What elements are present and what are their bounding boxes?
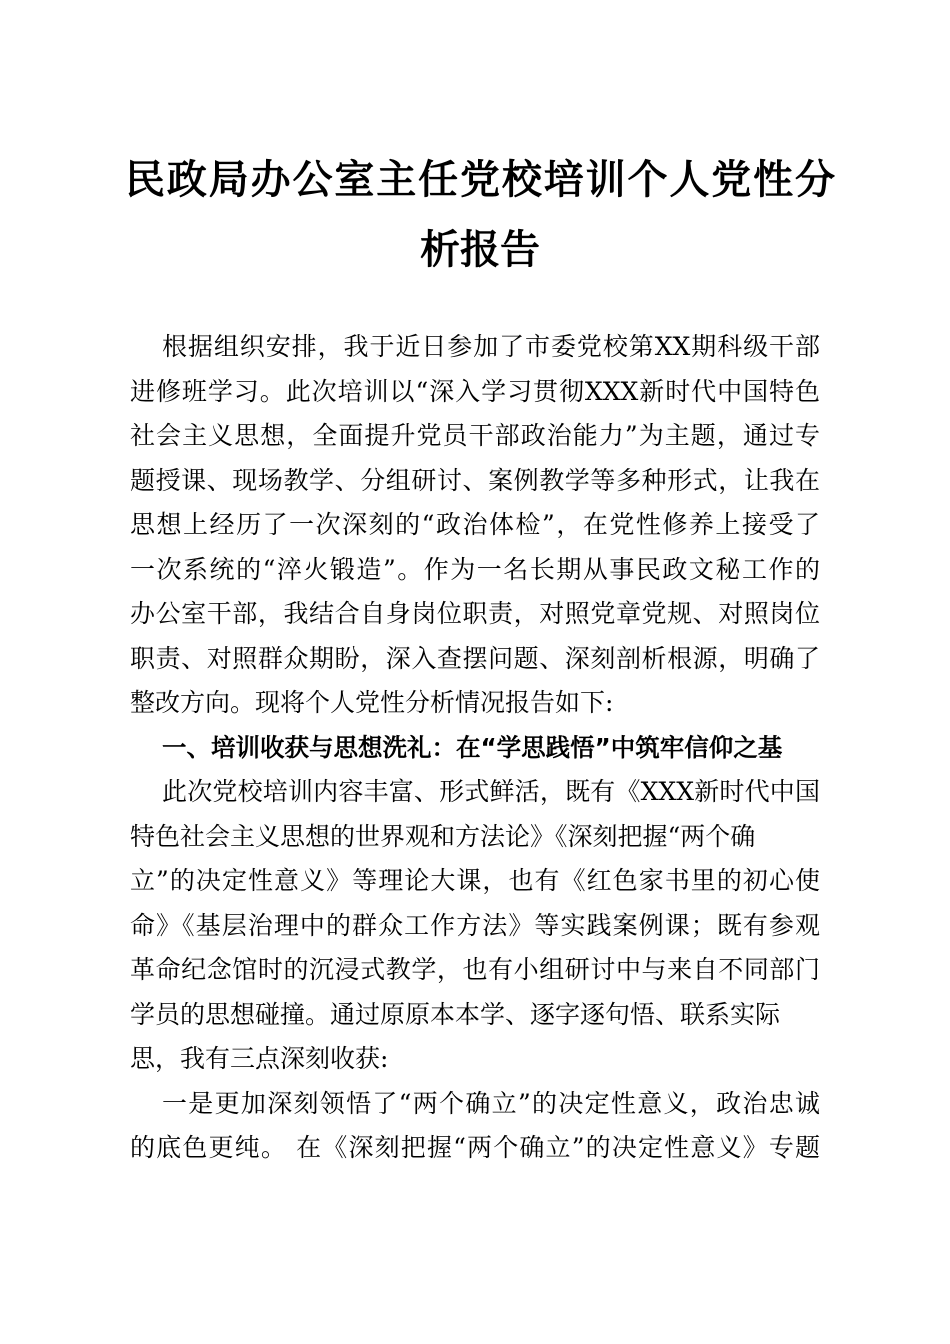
text-line: 题授课、现场教学、分组研讨、案例教学等多种形式，让我在 (130, 465, 820, 495)
text-line: 特色社会主义思想的世界观和方法论》《深刻把握“两个确 (130, 821, 756, 851)
text-line: 命》《基层治理中的群众工作方法》等实践案例课；既有参观 (130, 910, 820, 940)
text-line: 一是更加深刻领悟了“两个确立”的决定性意义，政治忠诚 (162, 1088, 820, 1118)
text-line: 立”的决定性意义》等理论大课，也有《红色家书里的初心使 (130, 866, 820, 895)
title-line-2: 析报告 (420, 226, 540, 273)
text-line: 进修班学习。此次培训以“深入学习贯彻XXX新时代中国特色 (130, 376, 820, 406)
text-line: 此次党校培训内容丰富、形式鲜活，既有《XXX新时代中国 (162, 777, 820, 806)
text-line: 思想上经历了一次深刻的“政治体检”，在党性修养上接受了 (130, 510, 820, 539)
title-line-1: 民政局办公室主任党校培训个人党性分 (125, 156, 835, 203)
text-line: 根据组织安排，我于近日参加了市委党校第XX期科级干部 (162, 332, 820, 361)
text-line: 思，我有三点深刻收获: (130, 1044, 389, 1073)
text-line: 的底色更纯。 在《深刻把握“两个确立”的决定性意义》专题 (130, 1133, 820, 1162)
text-line: 整改方向。现将个人党性分析情况报告如下: (130, 688, 614, 717)
text-line: 社会主义思想，全面提升党员干部政治能力”为主题，通过专 (130, 421, 820, 450)
text-line: 学员的思想碰撞。通过原原本本学、逐字逐句悟、联系实际 (130, 999, 781, 1029)
document-title (125, 145, 835, 285)
section-heading: 一、培训收获与思想洗礼：在“学思践悟”中筑牢信仰之基 (162, 732, 783, 762)
text-line: 革命纪念馆时的沉浸式教学，也有小组研讨中与来自不同部门 (130, 955, 820, 984)
text-line: 办公室干部，我结合自身岗位职责，对照党章党规、对照岗位 (130, 599, 820, 628)
text-line: 职责、对照群众期盼，深入查摆问题、深刻剖析根源，明确了 (130, 643, 820, 673)
text-line: 一次系统的“淬火锻造”。作为一名长期从事民政文秘工作的 (130, 554, 820, 584)
document-body (130, 325, 820, 1171)
